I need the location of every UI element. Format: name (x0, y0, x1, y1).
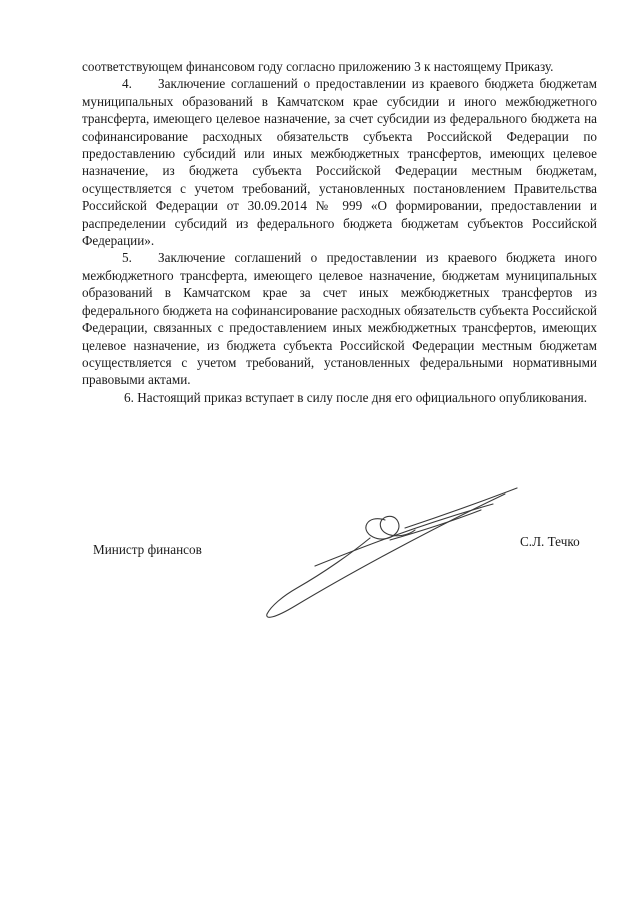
signer-name: С.Л. Течко (520, 534, 580, 549)
item-6-paragraph: 6. Настоящий приказ вступает в силу после дня его официального опубликования. (124, 389, 587, 405)
item-4-number: 4. (122, 76, 132, 92)
signer-position: Министр финансов (93, 542, 202, 557)
item-4-text: Заключение соглашений о предоставлении из краевого бюджета бюджетам муниципальных образований в Камчатском крае субсидии и иного межбюджетного трансферта, имеющего целевое назначение, за счет субсидии из федерального бюджета на софинансирование расходных обязательств субъекта Российской Федерации по предоставлению субсидий или иных межбюджетных трансфертов, имеющих целевое назначение, из бюджета субъекта Российской Федерации местным бюджетам, осуществляется с учетом требований, установленных постановлением Правительства Российской Федерации от 30.09.2014 № 999 «О формировании, предоставлении и распределении субсидий из федерального бюджета бюджетам субъектов Российской Федерации». (82, 76, 597, 249)
handwritten-signature (255, 480, 525, 630)
item-5-paragraph (82, 249, 597, 388)
item-5-number: 5. (122, 250, 132, 266)
intro-paragraph: соответствующем финансовом году согласно приложению 3 к настоящему Приказу. (82, 59, 554, 74)
document-body (82, 58, 597, 406)
item-4-paragraph (82, 75, 597, 249)
item-5-text: Заключение соглашений о предоставлении из краевого бюджета иного межбюджетного трансферта, имеющего целевое назначение, бюджетам муниципальных образований в Камчатском крае за счет иных межбюджетных трансфертов из федерального бюджета на софинансирование расходных обязательств субъекта Российской Федерации, связанных с предоставлением иных межбюджетных трансфертов, имеющих целевое назначение, из бюджета субъекта Российской Федерации местным бюджетам осуществляется с учетом требований, установленных федеральными нормативными правовыми актами. (82, 250, 597, 388)
